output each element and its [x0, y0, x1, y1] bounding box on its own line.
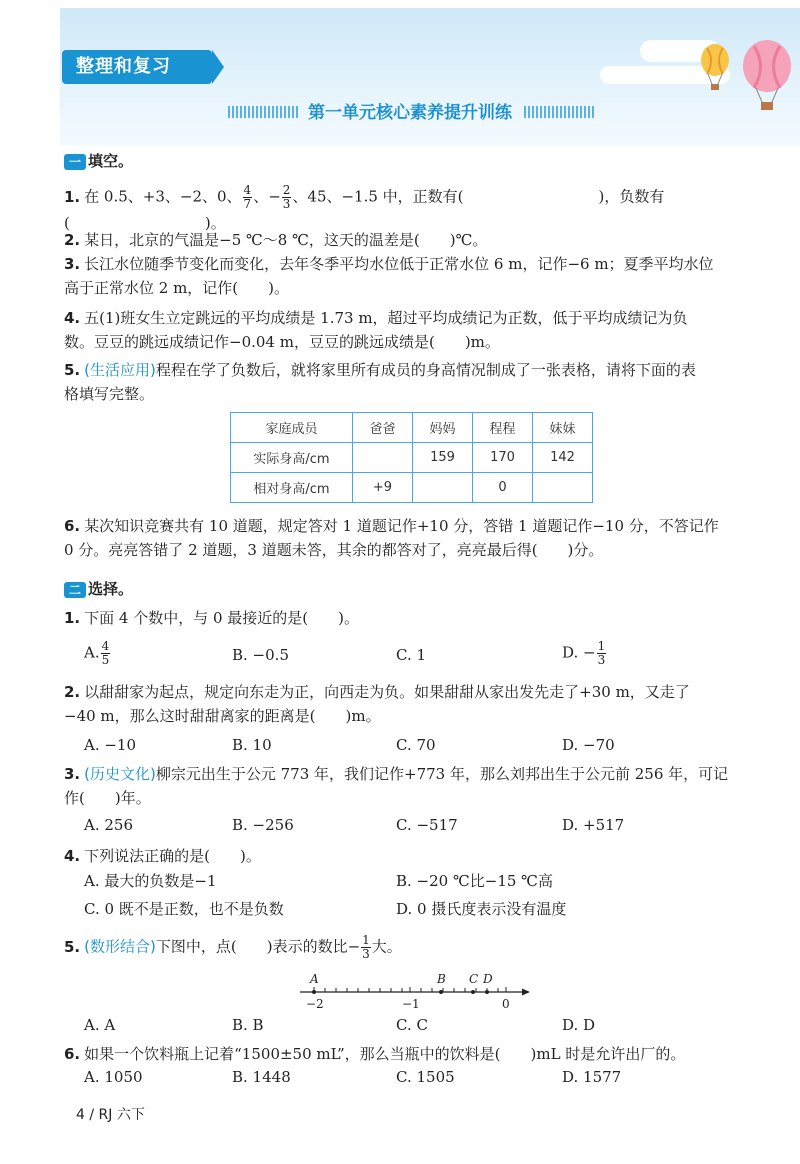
point-label-b: B [437, 972, 446, 986]
tick-label: −1 [402, 997, 420, 1011]
question-number: 6. [64, 1045, 81, 1063]
stripe-decoration-left [228, 106, 300, 118]
option-d[interactable]: D. 0 摄氏度表示没有温度 [396, 900, 567, 918]
table-row [231, 473, 593, 503]
option-b[interactable]: B. −0.5 [232, 646, 289, 664]
option-a[interactable]: A. 256 [84, 816, 133, 834]
question-2-6 [64, 1042, 764, 1066]
question-text: 下面 4 个数中，与 0 最接近的是( )。 [84, 609, 360, 627]
option-b[interactable]: B. 10 [232, 736, 272, 754]
section-tag: 整理和复习 [62, 50, 212, 84]
fraction: $\frac{1}{3}$ [362, 933, 370, 961]
question-text: 作( )年。 [64, 789, 151, 807]
question-text: 某日，北京的气温是−5 ℃～8 ℃，这天的温差是( )℃。 [84, 231, 488, 249]
question-2-5 [64, 934, 764, 961]
tick-label: 0 [502, 997, 510, 1011]
question-text: 、45、−1.5 中，正数有( )，负数有( )。 [64, 187, 665, 232]
question-number: 5. [64, 361, 81, 379]
question-text: 如果一个饮料瓶上记着“1500±50 mL”，那么当瓶中的饮料是( )mL 时是允许出厂的。 [84, 1045, 686, 1063]
option-b[interactable]: B. −256 [232, 816, 294, 834]
options-2-5 [84, 1016, 744, 1040]
section-heading-choice [64, 578, 133, 599]
table-cell: 实际身高/cm [231, 443, 353, 473]
table-cell: 159 [413, 443, 473, 473]
question-text: 0 分。亮亮答错了 2 道题，3 道题未答，其余的都答对了，亮亮最后得( )分。 [64, 541, 604, 559]
topic-tag: (数形结合) [84, 937, 156, 956]
question-2-4 [64, 844, 764, 868]
question-text: 大。 [371, 937, 402, 956]
fraction: $\frac{4}{7}$ [243, 183, 252, 211]
table-cell: 程程 [473, 413, 533, 443]
question-2-3 [64, 762, 764, 810]
question-number: 3. [64, 765, 81, 783]
table-cell: 爸爸 [353, 413, 413, 443]
question-text: 程程在学了负数后，就将家里所有成员的身高情况制成了一张表格，请将下面的表 [155, 361, 696, 379]
height-table [230, 412, 593, 503]
question-text: 柳宗元出生于公元 773 年，我们记作+773 年，那么刘邦出生于公元前 256 年，可记 [155, 765, 729, 783]
stripe-decoration-right [524, 106, 596, 118]
question-text: 在 0.5、+3、−2、0、 [84, 187, 242, 206]
table-cell: 妹妹 [533, 413, 593, 443]
fraction: $\frac{2}{3}$ [282, 183, 291, 211]
section-title: 选择。 [88, 580, 134, 598]
balloon-icon [740, 40, 794, 114]
question-number: 4. [64, 309, 81, 327]
question-number: 2. [64, 683, 81, 701]
section-number: 一 [64, 154, 86, 170]
point-c-dot [471, 990, 475, 994]
number-line [294, 970, 534, 1016]
table-cell: 相对身高/cm [231, 473, 353, 503]
question-text: 以甜甜家为起点，规定向东走为正，向西走为负。如果甜甜从家出发先走了+30 m，又走了 [84, 683, 690, 701]
option-b[interactable]: B. −20 ℃比−15 ℃高 [396, 872, 553, 890]
question-text: 、− [253, 187, 281, 206]
question-text: 下图中，点( )表示的数比− [155, 937, 361, 956]
option-c[interactable]: C. 70 [396, 736, 436, 754]
unit-title-text: 第一单元核心素养提升训练 [308, 103, 512, 123]
table-cell [353, 443, 413, 473]
option-d[interactable]: D. −70 [562, 736, 615, 754]
options-2-4 [84, 870, 744, 922]
option-a[interactable]: A. −10 [84, 736, 137, 754]
question-text: −40 m，那么这时甜甜离家的距离是( )m。 [64, 707, 381, 725]
point-a-dot [312, 990, 316, 994]
option-d[interactable]: D. D [562, 1016, 596, 1034]
option-c[interactable]: C. 0 既不是正数，也不是负数 [84, 900, 284, 918]
option-a[interactable]: A. A [84, 1016, 116, 1034]
option-c[interactable]: C. C [396, 1016, 428, 1034]
section-title: 填空。 [88, 152, 134, 170]
table-cell: 家庭成员 [231, 413, 353, 443]
options-2-3 [84, 816, 744, 840]
table-cell [413, 473, 473, 503]
question-number: 1. [64, 609, 81, 627]
question-2-2 [64, 680, 764, 728]
question-text: 某次知识竞赛共有 10 道题，规定答对 1 道题记作+10 分，答错 1 道题记作−10 分，不答记作 [84, 517, 719, 535]
topic-tag: (历史文化) [84, 765, 156, 783]
option-c[interactable]: C. 1 [396, 646, 427, 664]
point-label-d: D [483, 972, 493, 986]
question-1-4 [64, 306, 764, 354]
unit-title [200, 98, 620, 128]
question-text: 五(1)班女生立定跳远的平均成绩是 1.73 m，超过平均成绩记为正数，低于平均成绩记为负 [84, 309, 688, 327]
question-2-1 [64, 606, 764, 630]
option-b[interactable]: B. 1448 [232, 1068, 291, 1086]
question-number: 6. [64, 517, 81, 535]
option-b[interactable]: B. B [232, 1016, 264, 1034]
question-number: 5. [64, 937, 81, 956]
page-footer: 4 / RJ 六下 [76, 1107, 145, 1123]
question-number: 3. [64, 255, 81, 273]
question-1-2 [64, 228, 764, 252]
option-d[interactable]: D. − $\frac{1}{3}$ [562, 639, 606, 667]
option-a[interactable]: A. 1050 [84, 1068, 143, 1086]
question-1-3 [64, 252, 764, 300]
table-row [231, 413, 593, 443]
table-cell: 0 [473, 473, 533, 503]
question-1-5 [64, 358, 764, 406]
question-text: 数。豆豆的跳远成绩记作−0.04 m，豆豆的跳远成绩是( )m。 [64, 333, 500, 351]
option-d[interactable]: D. +517 [562, 816, 625, 834]
options-2-6 [84, 1068, 744, 1092]
table-row [231, 443, 593, 473]
question-number: 4. [64, 847, 81, 865]
table-cell: 142 [533, 443, 593, 473]
table-cell: 170 [473, 443, 533, 473]
point-label-a: A [310, 972, 319, 986]
table-cell [533, 473, 593, 503]
options-2-1 [84, 640, 744, 672]
table-cell: +9 [353, 473, 413, 503]
option-a[interactable]: A. $\frac{4}{5}$ [84, 639, 110, 667]
question-number: 2. [64, 231, 81, 249]
section-number: 二 [64, 582, 86, 598]
option-d[interactable]: D. 1577 [562, 1068, 622, 1086]
option-c[interactable]: C. 1505 [396, 1068, 455, 1086]
option-c[interactable]: C. −517 [396, 816, 458, 834]
question-number: 1. [64, 187, 81, 206]
tick-label: −2 [306, 997, 324, 1011]
question-text: 格填写完整。 [64, 385, 155, 403]
topic-tag: (生活应用) [84, 361, 156, 379]
question-1-6 [64, 514, 764, 562]
point-label-c: C [469, 972, 479, 986]
point-b-dot [439, 990, 443, 994]
options-2-2 [84, 736, 744, 760]
question-text: 下列说法正确的是( )。 [84, 847, 261, 865]
question-text: 长江水位随季节变化而变化，去年冬季平均水位低于正常水位 6 m，记作−6 m；夏季平均水位 [84, 255, 714, 273]
section-heading-fill [64, 150, 133, 171]
table-cell: 妈妈 [413, 413, 473, 443]
question-text: 高于正常水位 2 m，记作( )。 [64, 279, 290, 297]
balloon-icon [698, 44, 732, 94]
point-d-dot [485, 990, 489, 994]
option-a[interactable]: A. 最大的负数是−1 [84, 872, 217, 890]
